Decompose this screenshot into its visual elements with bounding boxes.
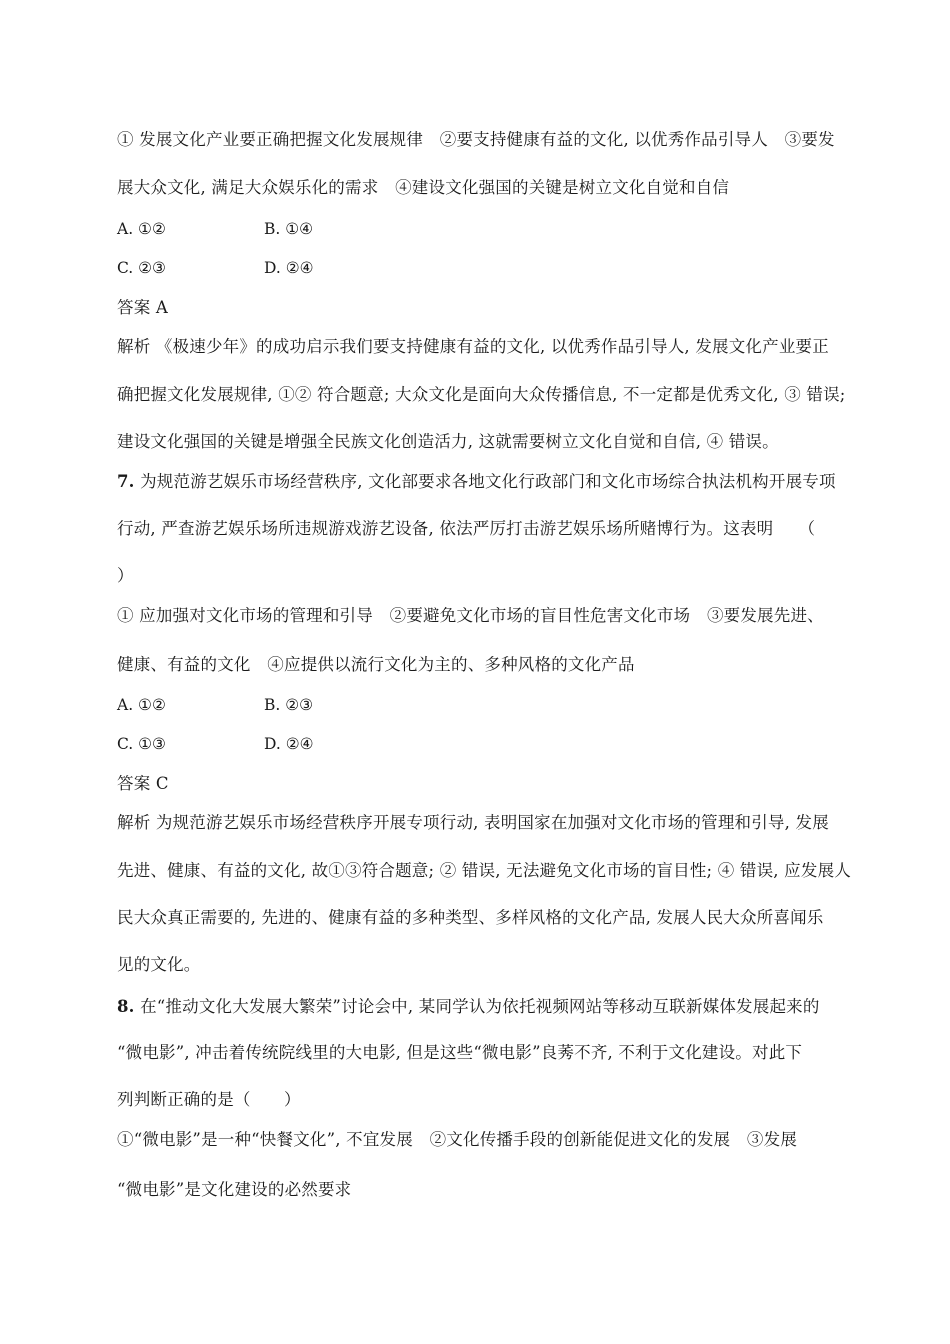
q8-choices-line-1: ①“微电影”是一种“快餐文化”, 不宜发展 ②文化传播手段的创新能促进文化的发展 ③发展 — [117, 1130, 798, 1149]
q8-number: 8. — [117, 997, 135, 1016]
q7-choices-line-1: ① 应加强对文化市场的管理和引导 ②要避免文化市场的盲目性危害文化市场 ③要发展先进、 — [117, 606, 824, 625]
q7-options-row-2 — [117, 734, 517, 754]
q6-analysis-line-2: 确把握文化发展规律, ①② 符合题意; 大众文化是面向大众传播信息, 不一定都是优秀文化, ③ 错误; — [117, 385, 846, 404]
q6-analysis-line-1: 解析 《极速少年》的成功启示我们要支持健康有益的文化, 以优秀作品引导人, 发展文化产业要正 — [117, 337, 829, 356]
q8-choices-line-2: “微电影”是文化建设的必然要求 — [117, 1180, 352, 1199]
q6-option-c: C. ②③ — [117, 259, 166, 277]
q6-stem-line-1: ① 发展文化产业要正确把握文化发展规律 ②要支持健康有益的文化, 以优秀作品引导人 ③要发 — [117, 130, 835, 149]
q7-analysis-line-2: 先进、健康、有益的文化, 故①③符合题意; ② 错误, 无法避免文化市场的盲目性; ④ 错误, 应发展人 — [117, 861, 851, 880]
q7-option-b: B. ②③ — [264, 696, 314, 714]
q8-stem-line-1 — [117, 997, 820, 1017]
q7-options-row-1 — [117, 695, 517, 715]
q8-stem-line-3: 列判断正确的是（ ） — [117, 1090, 301, 1109]
q7-choices-line-2: 健康、有益的文化 ④应提供以流行文化为主的、多种风格的文化产品 — [117, 655, 635, 674]
q7-stem-line-1 — [117, 472, 836, 492]
q6-option-d: D. ②④ — [264, 259, 314, 277]
q7-stem-text: 为规范游艺娱乐市场经营秩序, 文化部要求各地文化行政部门和文化市场综合执法机构开展专项 — [140, 472, 836, 491]
q6-option-b: B. ①④ — [264, 220, 314, 238]
q7-analysis-line-4: 见的文化。 — [117, 955, 201, 974]
q6-options-row-2 — [117, 258, 517, 278]
q6-stem-line-2: 展大众文化, 满足大众娱乐化的需求 ④建设文化强国的关键是树立文化自觉和自信 — [117, 178, 730, 197]
q7-option-c: C. ①③ — [117, 735, 166, 753]
q6-answer: 答案 A — [117, 298, 168, 317]
q6-option-a: A. ①② — [117, 220, 166, 238]
q8-stem-line-2: “微电影”, 冲击着传统院线里的大电影, 但是这些“微电影”良莠不齐, 不利于文化建设。对此下 — [117, 1043, 803, 1062]
q7-stem-line-3: ） — [117, 566, 134, 585]
q7-answer: 答案 C — [117, 774, 169, 793]
q8-stem-text: 在“推动文化大发展大繁荣”讨论会中, 某同学认为依托视频网站等移动互联新媒体发展起来的 — [140, 997, 820, 1016]
q7-number: 7. — [117, 472, 135, 491]
q7-option-a: A. ①② — [117, 696, 166, 714]
q7-analysis-line-1: 解析 为规范游艺娱乐市场经营秩序开展专项行动, 表明国家在加强对文化市场的管理和引导, 发展 — [117, 813, 829, 832]
q6-options-row-1 — [117, 219, 517, 239]
q7-option-d: D. ②④ — [264, 735, 314, 753]
q7-analysis-line-3: 民大众真正需要的, 先进的、健康有益的多种类型、多样风格的文化产品, 发展人民大众所喜闻乐 — [117, 908, 824, 927]
q6-analysis-line-3: 建设文化强国的关键是增强全民族文化创造活力, 这就需要树立文化自觉和自信, ④ 错误。 — [117, 432, 779, 451]
q7-stem-line-2: 行动, 严查游艺娱乐场所违规游戏游艺设备, 依法严厉打击游艺娱乐场所赌博行为。这表明 （ — [117, 519, 816, 538]
